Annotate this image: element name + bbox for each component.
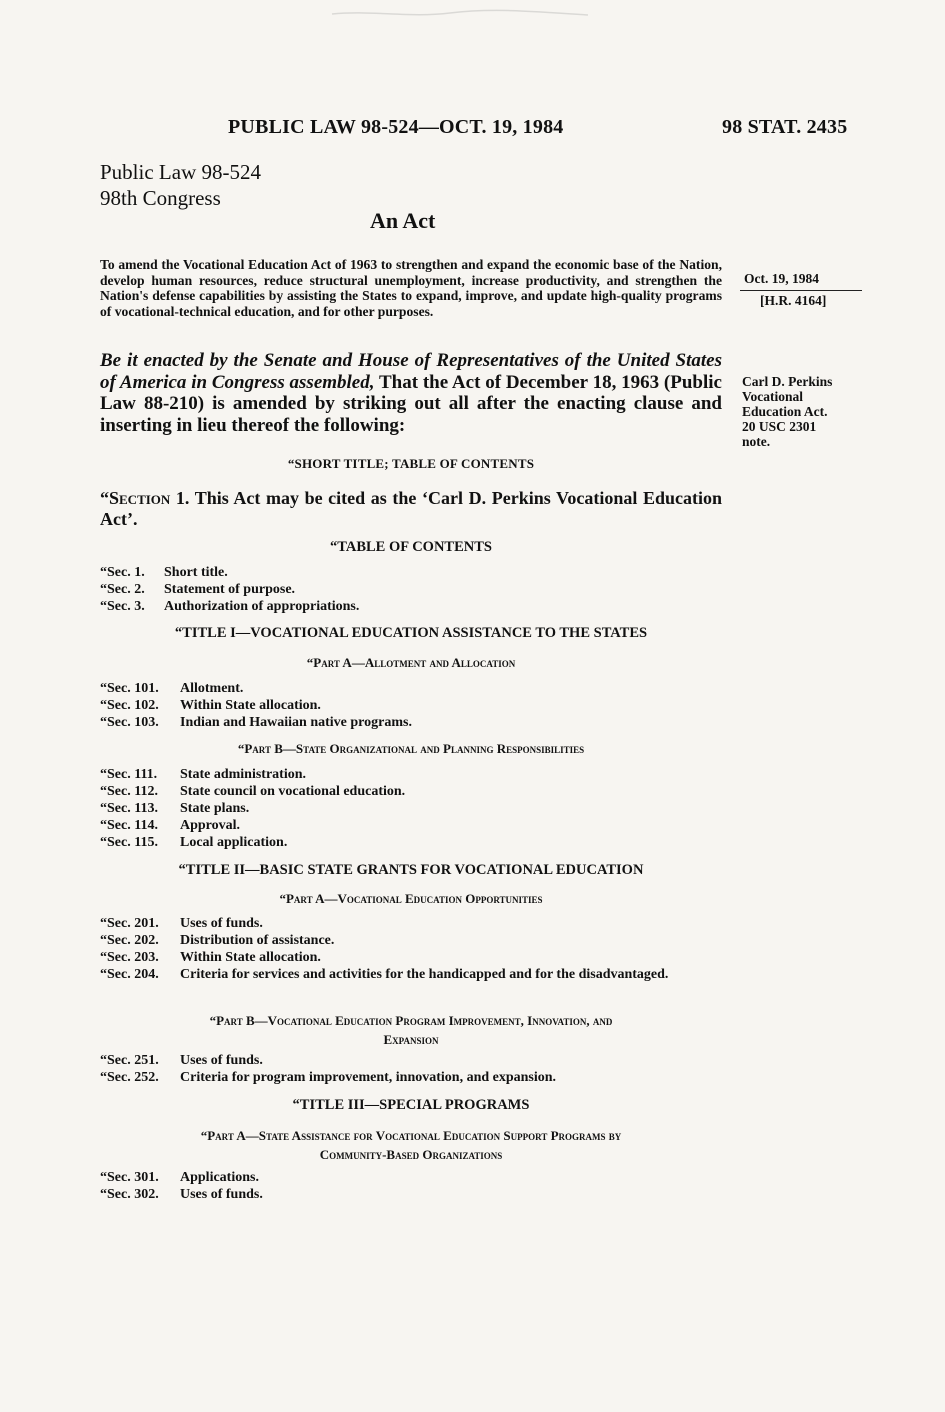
congress-number: 98th Congress bbox=[100, 186, 221, 210]
toc-entry bbox=[100, 680, 740, 697]
enacting-formula: Be it enacted by the Senate and House of Representatives of the United States of America in Congress assembled, bbox=[100, 350, 722, 393]
toc-entry-text: Local application. bbox=[180, 835, 288, 850]
margin-topic-line: Carl D. Perkins bbox=[742, 374, 833, 389]
margin-usc-citation-note: note. bbox=[742, 434, 771, 449]
toc-entry-number: “Sec. 201. bbox=[100, 916, 159, 931]
toc-entry-text: Within State allocation. bbox=[180, 698, 321, 713]
scan-artifact bbox=[330, 8, 590, 20]
toc-entry bbox=[100, 564, 740, 581]
toc-entry-number: “Sec. 103. bbox=[100, 715, 159, 730]
margin-date: Oct. 19, 1984 bbox=[744, 271, 819, 286]
enacting-text: That the Act of December 18, 1963 (Public Law 88-210) is amended by striking out all after the enacting clause and inserting in lieu thereof the following: bbox=[100, 371, 722, 436]
toc-entry-number: “Sec. 202. bbox=[100, 933, 159, 948]
toc-entry bbox=[100, 966, 740, 983]
toc-entry-number: “Sec. 1. bbox=[100, 565, 145, 580]
toc-entry-text: Criteria for services and activities for the handicapped and for the disadvantaged. bbox=[180, 967, 669, 982]
title-one-part-a-list bbox=[100, 680, 740, 731]
toc-entry-text: Applications. bbox=[180, 1170, 259, 1185]
toc-entry bbox=[100, 949, 740, 966]
toc-entry bbox=[100, 1069, 740, 1086]
toc-entry-text: Uses of funds. bbox=[180, 1187, 263, 1202]
toc-entry bbox=[100, 1186, 740, 1203]
title-three-heading: “TITLE III—SPECIAL PROGRAMS bbox=[292, 1097, 530, 1113]
toc-entry bbox=[100, 581, 740, 598]
toc-entry-text: Approval. bbox=[180, 818, 241, 833]
title-three-part-a-heading bbox=[100, 1126, 722, 1164]
margin-bill-number: [H.R. 4164] bbox=[760, 293, 827, 308]
toc-entry-number: “Sec. 302. bbox=[100, 1187, 159, 1202]
margin-topic-line: Education Act. bbox=[742, 404, 828, 419]
toc-entry bbox=[100, 1169, 740, 1186]
heading-line: Expansion bbox=[383, 1032, 439, 1047]
toc-entry-text: State plans. bbox=[180, 801, 250, 816]
section-one bbox=[100, 488, 722, 530]
title-two-heading: “TITLE II—BASIC STATE GRANTS FOR VOCATIONAL EDUCATION bbox=[178, 862, 644, 878]
toc-entry-number: “Sec. 114. bbox=[100, 818, 158, 833]
toc-general-list bbox=[100, 564, 740, 615]
toc-entry-text: Authorization of appropriations. bbox=[164, 599, 360, 614]
toc-entry-number: “Sec. 115. bbox=[100, 835, 158, 850]
toc-entry-number: “Sec. 252. bbox=[100, 1070, 159, 1085]
toc-entry-text: Statement of purpose. bbox=[164, 582, 296, 597]
margin-date-note bbox=[742, 271, 862, 309]
toc-entry bbox=[100, 598, 740, 615]
running-header-title: PUBLIC LAW 98-524—OCT. 19, 1984 bbox=[228, 116, 564, 138]
toc-entry bbox=[100, 697, 740, 714]
margin-rule bbox=[740, 290, 862, 291]
heading-line: “Part B—Vocational Education Program Improvement, Innovation, and bbox=[209, 1013, 613, 1028]
toc-entry bbox=[100, 766, 740, 783]
toc-entry bbox=[100, 915, 740, 932]
toc-entry-text: Criteria for program improvement, innovation, and expansion. bbox=[180, 1070, 557, 1085]
title-one-part-b-heading: “Part B—State Organizational and Planning Responsibilities bbox=[237, 741, 585, 756]
toc-entry bbox=[100, 817, 740, 834]
toc-entry-text: Uses of funds. bbox=[180, 1053, 263, 1068]
public-law-number: Public Law 98-524 bbox=[100, 160, 261, 184]
margin-usc-citation: 20 USC 2301 bbox=[742, 419, 817, 434]
stat-page-number: 98 STAT. 2435 bbox=[722, 116, 848, 138]
toc-entry-text: Distribution of assistance. bbox=[180, 933, 335, 948]
toc-entry-number: “Sec. 203. bbox=[100, 950, 159, 965]
toc-entry bbox=[100, 1052, 740, 1069]
title-two-part-b-list bbox=[100, 1052, 740, 1086]
title-three-part-a-list bbox=[100, 1169, 740, 1203]
title-two-part-a-list bbox=[100, 915, 740, 983]
title-one-part-b-list bbox=[100, 766, 740, 851]
toc-entry bbox=[100, 800, 740, 817]
toc-entry-number: “Sec. 113. bbox=[100, 801, 158, 816]
toc-entry bbox=[100, 783, 740, 800]
heading-line: Community-Based Organizations bbox=[319, 1147, 503, 1162]
heading-line: “Part A—State Assistance for Vocational Education Support Programs by bbox=[200, 1128, 622, 1143]
title-two-part-a-heading: “Part A—Vocational Education Opportunities bbox=[279, 891, 543, 906]
toc-entry-number: “Sec. 101. bbox=[100, 681, 159, 696]
toc-entry-number: “Sec. 112. bbox=[100, 784, 158, 799]
margin-topic-line: Vocational bbox=[742, 389, 804, 404]
title-one-heading: “TITLE I—VOCATIONAL EDUCATION ASSISTANCE TO THE STATES bbox=[174, 625, 648, 641]
act-heading: An Act bbox=[370, 208, 436, 233]
toc-entry-number: “Sec. 301. bbox=[100, 1170, 159, 1185]
long-title: To amend the Vocational Education Act of 1963 to strengthen and expand the economic base of the Nation, develop human resources, reduce structural unemployment, increase productivity, and strengthen the Nation's defense capabilities by assisting the States to expand, improve, and update high-quality programs of vocational-technical education, and for other purposes. bbox=[100, 257, 722, 319]
section-label: Section bbox=[109, 488, 171, 508]
toc-entry-text: Uses of funds. bbox=[180, 916, 263, 931]
toc-entry-number: “Sec. 2. bbox=[100, 582, 145, 597]
title-one-part-a-heading: “Part A—Allotment and Allocation bbox=[306, 655, 516, 670]
enacting-clause bbox=[100, 350, 722, 436]
open-quote: “ bbox=[100, 488, 109, 508]
toc-entry-text: Allotment. bbox=[180, 681, 244, 696]
toc-entry bbox=[100, 714, 740, 731]
toc-entry-text: Short title. bbox=[164, 565, 228, 580]
toc-entry-number: “Sec. 204. bbox=[100, 967, 159, 982]
toc-entry-number: “Sec. 251. bbox=[100, 1053, 159, 1068]
toc-entry-text: Within State allocation. bbox=[180, 950, 321, 965]
toc-entry-text: State council on vocational education. bbox=[180, 784, 406, 799]
toc-entry bbox=[100, 932, 740, 949]
toc-entry-number: “Sec. 102. bbox=[100, 698, 159, 713]
table-of-contents-heading: “TABLE OF CONTENTS bbox=[330, 539, 492, 555]
margin-topic-note bbox=[742, 374, 872, 449]
toc-entry-text: Indian and Hawaiian native programs. bbox=[180, 715, 412, 730]
toc-entry-number: “Sec. 111. bbox=[100, 767, 158, 782]
toc-entry-text: State administration. bbox=[180, 767, 306, 782]
toc-entry-number: “Sec. 3. bbox=[100, 599, 145, 614]
short-title-heading: “SHORT TITLE; TABLE OF CONTENTS bbox=[287, 456, 535, 471]
section-one-text: 1. This Act may be cited as the ‘Carl D. Perkins Vocational Education Act’. bbox=[100, 488, 722, 529]
toc-entry bbox=[100, 834, 740, 851]
title-two-part-b-heading bbox=[100, 1011, 722, 1049]
